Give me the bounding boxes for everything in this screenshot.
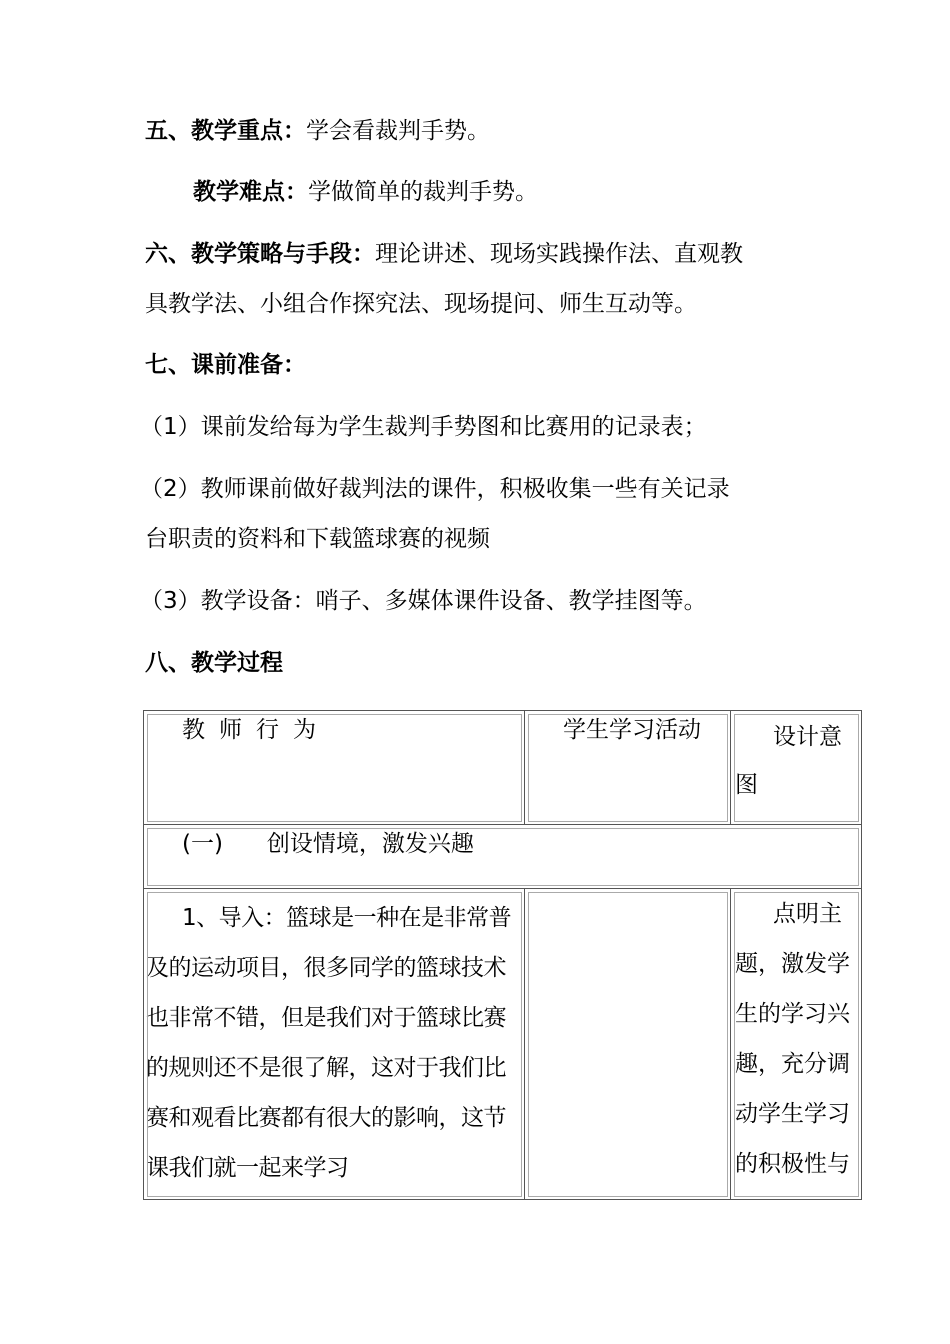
section-8-label: 八、教学过程 xyxy=(145,650,283,676)
prep-item-2-cont: 台职责的资料和下载篮球赛的视频 xyxy=(145,526,490,552)
header-intent-text: 设计意图 xyxy=(735,724,842,798)
row1-intent-text: 点明主题，激发学生的学习兴趣，充分调动学生学习的积极性与 xyxy=(735,901,850,1177)
section-1-text: (一) 创设情境，激发兴趣 xyxy=(182,831,474,857)
header-teacher-text: 教师行为 xyxy=(182,717,330,743)
row1-teacher-text: 1、导入：篮球是一种在是非常普及的运动项目，很多同学的篮球技术也非常不错，但是我们对于篮球比赛的规则还不是很了解，这对于我们比赛和观看比赛都有很大的影响，这节课我们就一起来学习 xyxy=(146,905,512,1181)
row1-student-text xyxy=(525,889,730,893)
prep-item-2: （2）教师课前做好裁判法的课件，积极收集一些有关记录 xyxy=(140,476,730,502)
section-5-key-point xyxy=(145,116,490,146)
section-row xyxy=(144,825,862,889)
section-6-text: 理论讲述、现场实践操作法、直观教 xyxy=(375,241,743,267)
section-5-label: 五、教学重点： xyxy=(145,118,306,144)
header-teacher xyxy=(144,711,525,825)
prep-item-3: （3）教学设备：哨子、多媒体课件设备、教学挂图等。 xyxy=(140,588,707,614)
teaching-process-table xyxy=(143,710,862,1200)
section-7-label: 七、课前准备： xyxy=(145,352,306,378)
row1-teacher xyxy=(144,889,525,1200)
section-6-text-cont: 具教学法、小组合作探究法、现场提问、师生互动等。 xyxy=(145,291,697,317)
section-5-difficulty xyxy=(193,177,538,207)
section-6-label: 六、教学策略与手段： xyxy=(145,241,375,267)
header-student-text: 学生学习活动 xyxy=(563,717,701,743)
table-header-row xyxy=(144,711,862,825)
section-1-cell xyxy=(144,825,862,889)
section-6-strategy xyxy=(145,239,743,269)
row1-student xyxy=(525,889,731,1200)
difficulty-label: 教学难点： xyxy=(193,179,308,205)
table-row xyxy=(144,889,862,1200)
header-intent xyxy=(731,711,862,825)
header-student xyxy=(525,711,731,825)
prep-item-1: （1）课前发给每为学生裁判手势图和比赛用的记录表； xyxy=(140,414,707,440)
row1-intent xyxy=(731,889,862,1200)
difficulty-text: 学做简单的裁判手势。 xyxy=(308,179,538,205)
section-5-text: 学会看裁判手势。 xyxy=(306,118,490,144)
